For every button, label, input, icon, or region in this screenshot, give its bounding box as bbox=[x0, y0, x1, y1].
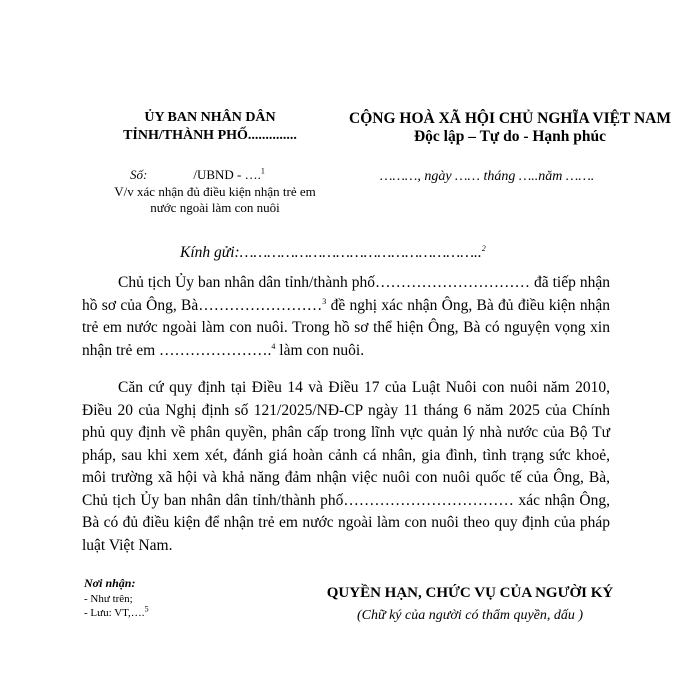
footnote-ref-1: 1 bbox=[260, 166, 265, 176]
signer-title: QUYỀN HẠN, CHỨC VỤ CỦA NGƯỜI KÝ bbox=[326, 585, 614, 601]
recipient-item-1: - Như trên; bbox=[84, 593, 133, 605]
body-paragraph-2: Căn cứ quy định tại Điều 14 và Điều 17 của Luật Nuôi con nuôi năm 2010, Điều 20 của Nghị định số 121/2025/NĐ-CP ngày 11 tháng 6 năm 2025 của Chính phủ quy định về phân quyền, phân cấp trong lĩnh vực quản lý nhà nước của Bộ Tư pháp, sau khi xem xét, đánh giá hoàn cảnh cá nhân, gia đình, tình trạng sức khoẻ, môi trường xã hội và khả năng đảm nhận việc nuôi con nuôi quốc tế của Ông, Bà, Chủ tịch Ủy ban nhân dân tỉnh/thành phố…………………………… xác nhận Ông, Bà có đủ điều kiện để nhận trẻ em nước ngoài làm con nuôi theo quy định của pháp luật Việt Nam. bbox=[82, 379, 610, 554]
recipient-text: Kính gửi:…………………………………………….. bbox=[180, 244, 482, 261]
recipient-line bbox=[180, 244, 486, 262]
footnote-ref-4: 4 bbox=[271, 341, 276, 351]
footnote-ref-5: 5 bbox=[144, 604, 149, 614]
national-motto: Độc lập – Tự do - Hạnh phúc bbox=[413, 128, 607, 145]
recipients-label: Nơi nhận: bbox=[84, 576, 136, 590]
place-date-line: ………, ngày …… tháng …..năm ……. bbox=[380, 169, 595, 184]
recipient-item-2-text: - Lưu: VT,…. bbox=[84, 607, 145, 619]
p1-part-b: đề nghị xác nhận Ông, Bà đủ điều kiện nhận trẻ em nước ngoài làm con nuôi. Trong hồ sơ thể hiện Ông, Bà có nguyện vọng xin nhận trẻ em …………………. bbox=[82, 296, 610, 359]
recipient-item-2 bbox=[84, 604, 149, 619]
issuing-authority-line-2: TỈNH/THÀNH PHỐ.............. bbox=[123, 128, 297, 143]
footnote-ref-2: 2 bbox=[481, 243, 486, 253]
document-number bbox=[130, 167, 265, 183]
signer-note: (Chữ ký của người có thẩm quyền, dấu ) bbox=[356, 608, 584, 623]
subject-line-2: nước ngoài làm con nuôi bbox=[150, 200, 280, 215]
subject-line-1: V/v xác nhận đủ điều kiện nhận trẻ em bbox=[114, 184, 316, 199]
number-value: /UBND - …. bbox=[193, 167, 261, 182]
national-title: CỘNG HOÀ XÃ HỘI CHỦ NGHĨA VIỆT NAM bbox=[349, 110, 671, 127]
number-label: Số: bbox=[130, 167, 148, 182]
body-paragraph-1 bbox=[82, 272, 610, 362]
p1-part-c: làm con nuôi. bbox=[275, 341, 365, 359]
issuing-authority-line-1: ỦY BAN NHÂN DÂN bbox=[144, 110, 276, 125]
p1-part-a: Chủ tịch Ủy ban nhân dân tỉnh/thành phố………………………… đã tiếp nhận hồ sơ của Ông, Bà…………………… bbox=[82, 274, 610, 314]
footnote-ref-3: 3 bbox=[322, 296, 327, 306]
